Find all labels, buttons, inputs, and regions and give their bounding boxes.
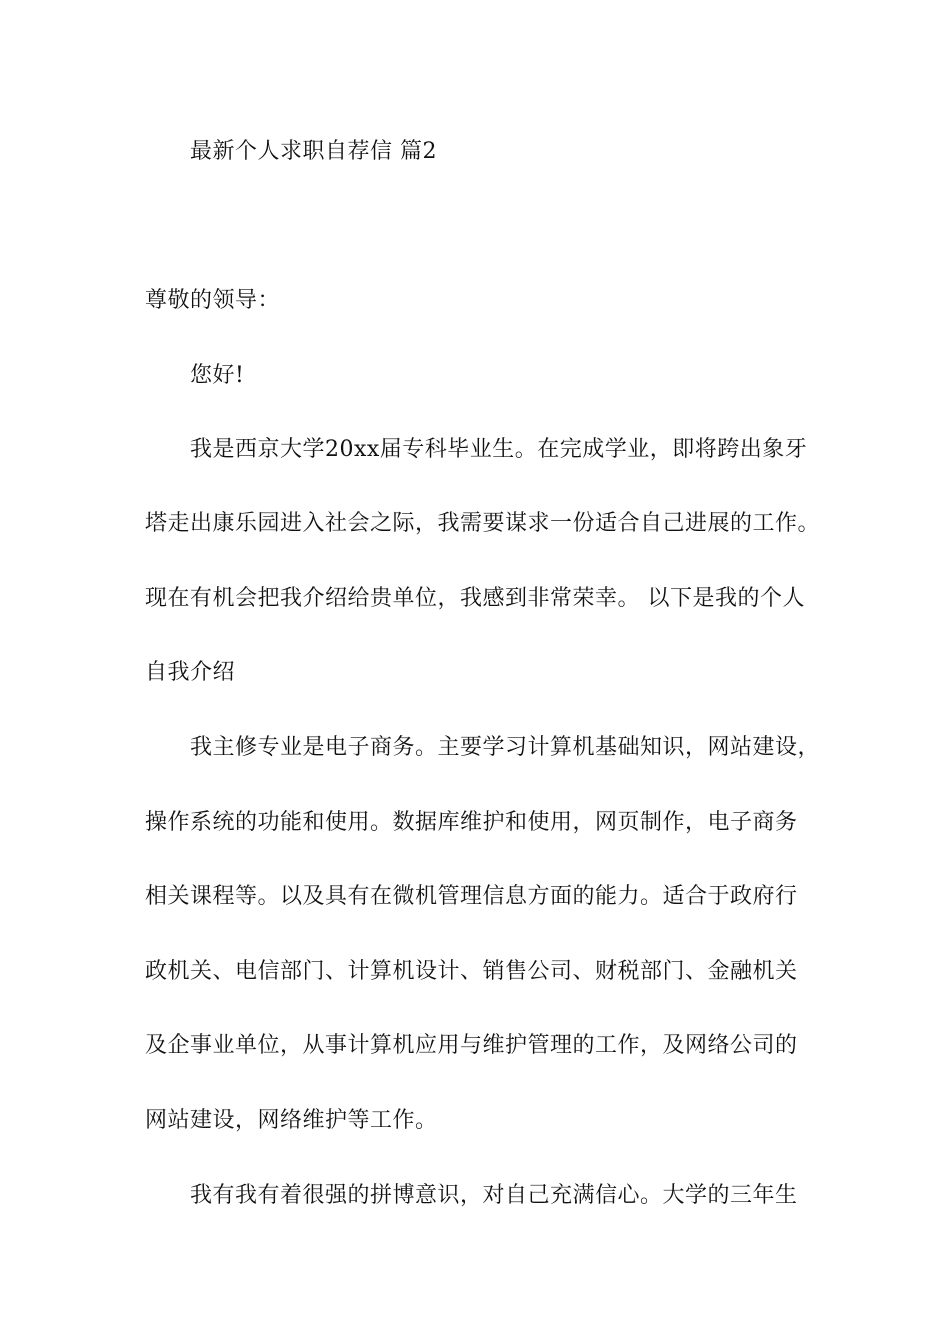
paragraph-1-line-4: 自我介绍 [145,660,236,685]
greeting: 您好! [190,363,245,388]
paragraph-2-line-4: 政机关、电信部门、计算机设计、销售公司、财税部门、金融机关 [145,959,798,984]
paragraph-2-line-1: 我主修专业是电子商务。主要学习计算机基础知识，网站建设， [190,735,821,760]
paragraph-2-line-2: 操作系统的功能和使用。数据库维护和使用，网页制作，电子商务 [145,810,798,835]
paragraph-1-line-1: 我是西京大学20xx届专科毕业生。在完成学业，即将跨出象牙 [190,437,808,462]
salutation: 尊敬的领导： [145,288,281,313]
paragraph-3-line-1: 我有我有着很强的拼博意识，对自己充满信心。大学的三年生 [190,1183,798,1208]
document-title: 最新个人求职自荐信 篇2 [190,139,437,164]
paragraph-2-line-6: 网站建设，网络维护等工作。 [145,1108,438,1133]
paragraph-1-line-3: 现在有机会把我介绍给贵单位，我感到非常荣幸。 以下是我的个人 [145,586,805,611]
paragraph-2-line-5: 及企事业单位，从事计算机应用与维护管理的工作，及网络公司的 [145,1033,798,1058]
paragraph-1-line-2: 塔走出康乐园进入社会之际，我需要谋求一份适合自己进展的工作。 [145,511,821,536]
paragraph-2-line-3: 相关课程等。以及具有在微机管理信息方面的能力。适合于政府行 [145,884,798,909]
